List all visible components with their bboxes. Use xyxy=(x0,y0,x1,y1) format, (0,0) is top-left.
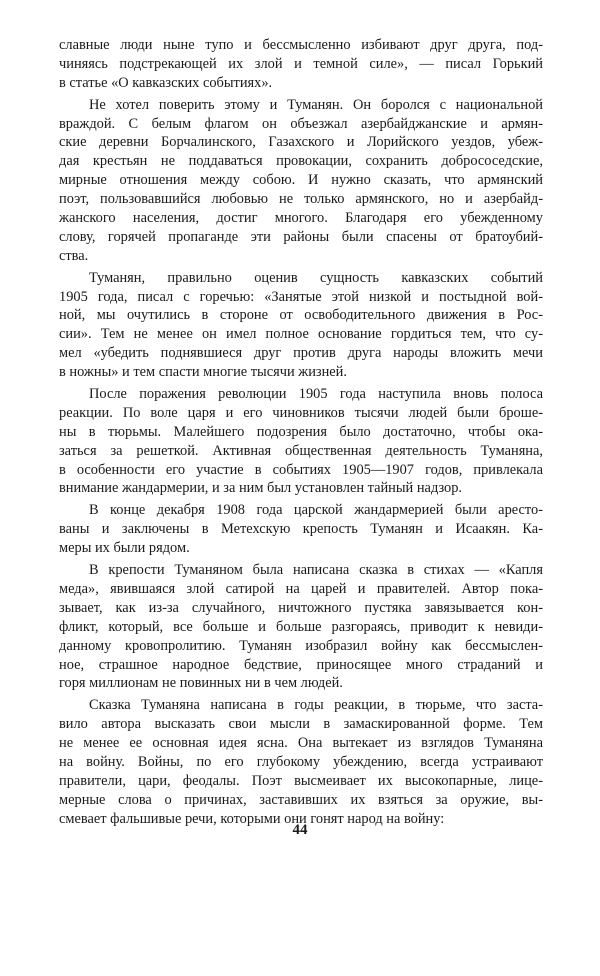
text-line: правители, цари, феодалы. Поэт высмеивает их высокопарные, лице- xyxy=(59,772,543,789)
text-line: мерные слова о причинах, заставивших их взяться за оружие, вы- xyxy=(59,791,543,808)
text-line: смевает фальшивые речи, которыми они гонят народ на войну: xyxy=(59,810,445,827)
text-line: меры их были рядом. xyxy=(59,540,190,557)
text-line: данному кровопролитию. Туманян изобразил войну как бессмыслен- xyxy=(59,637,543,654)
text-line: на войну. Войны, по его глубокому убеждению, всегда устраивают xyxy=(59,753,543,770)
paragraph-6 xyxy=(59,561,543,693)
text-line: реакции. По воле царя и его чиновников тысячи людей были броше- xyxy=(59,404,543,421)
text-line: В конце декабря 1908 года царской жандармерией были аресто- xyxy=(89,502,543,519)
text-line: Не хотел поверить этому и Туманян. Он боролся с национальной xyxy=(89,96,543,113)
paragraph-5 xyxy=(59,501,543,558)
text-line: ны в тюрьмы. Малейшего подозрения было достаточно, чтобы ока- xyxy=(59,423,543,440)
text-line: После поражения революции 1905 года наступила вновь полоса xyxy=(89,386,543,403)
page-number: 44 xyxy=(292,822,308,838)
text-line: в ножны» и тем спасти многие тысячи жизней. xyxy=(59,364,347,381)
text-line: Сказка Туманяна написана в годы реакции, в тюрьме, что заста- xyxy=(89,697,543,714)
text-line: не менее ее основная идея ясна. Она вытекает из взглядов Туманяна xyxy=(59,735,543,752)
text-line: мирные отношения между собою. И нужно сказать, что армянский xyxy=(59,172,543,189)
text-line: сии». Тем не менее он имел полное основание гордиться тем, что су- xyxy=(59,326,543,343)
paragraph-4 xyxy=(59,385,543,498)
paragraph-7 xyxy=(59,696,543,828)
text-line: жанского населения, достиг многого. Благодаря его убежденному xyxy=(59,210,543,227)
text-line: чиняясь подстрекающей их злой и темной силе», — писал Горький xyxy=(59,55,543,72)
text-line: в особенности его участие в событиях 1905—1907 годов, привлекала xyxy=(59,461,543,478)
text-line: ваны и заключены в Метехскую крепость Туманян и Исаакян. Ка- xyxy=(59,521,543,538)
text-line: поэт, пользовавшийся любовью не только армянского, но и азербайд- xyxy=(59,191,543,208)
text-line: дая крестьян не поддаваться провокации, сохранить добрососедские, xyxy=(59,153,543,170)
text-line: ное, страшное народное бедствие, приносящее много страданий и xyxy=(59,656,543,673)
paragraph-1 xyxy=(59,36,543,93)
paragraph-2 xyxy=(59,96,543,266)
text-line: внимание жандармерии, и за ним был установлен тайный надзор. xyxy=(59,480,463,497)
text-line: ства. xyxy=(59,247,89,264)
text-line: меда», явившаяся злой сатирой на царей и правителей. Автор пока- xyxy=(59,580,543,597)
text-line: Туманян, правильно оценив сущность кавказских событий xyxy=(89,269,543,286)
page-body xyxy=(59,36,543,829)
text-line: ной, мы очутились в стороне от освободительного движения в Рос- xyxy=(59,307,543,324)
text-line: заться за решеткой. Активная общественная деятельность Туманяна, xyxy=(59,442,543,459)
text-line: ские деревни Борчалинского, Газахского и Лорийского уездов, убеж- xyxy=(59,134,543,151)
text-line: В крепости Туманяном была написана сказка в стихах — «Капля xyxy=(89,562,543,579)
text-line: мел «убедить поднявшиеся друг против друга народы вложить мечи xyxy=(59,345,543,362)
text-line: слову, горячей пропаганде эти районы были спасены от братоубий- xyxy=(59,228,543,245)
text-line: в статье «О кавказских событиях». xyxy=(59,74,273,91)
text-line: горя миллионам не повинных ни в чем людей. xyxy=(59,675,343,692)
text-line: 1905 года, писал с горечью: «Занятые этой низкой и постыдной вой- xyxy=(59,288,543,305)
paragraph-3 xyxy=(59,269,543,382)
text-line: вило автора высказать свои мысли в замаскированной форме. Тем xyxy=(59,716,543,733)
text-line: славные люди ныне тупо и бессмысленно избивают друг друга, под- xyxy=(59,37,543,53)
text-line: фликт, который, все больше и больше разгораясь, приводит к невиди- xyxy=(59,618,543,635)
text-line: зывает, как из-за случайного, ничтожного пустяка завязывается кон- xyxy=(59,599,543,616)
text-line: враждой. С белым флагом он объезжал азербайджанские и армян- xyxy=(59,115,543,132)
